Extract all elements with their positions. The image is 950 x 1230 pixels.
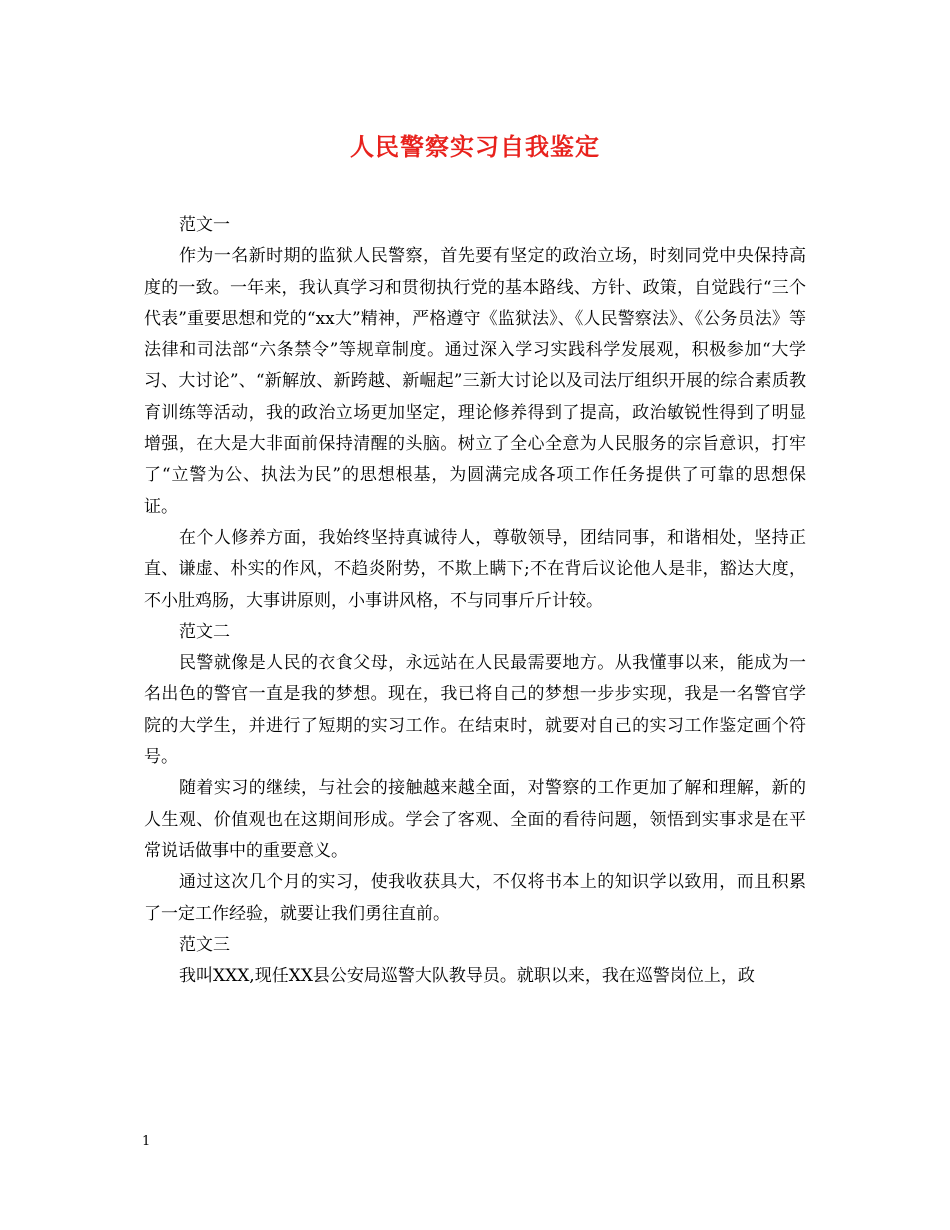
paragraph: 在个人修养方面，我始终坚持真诚待人，尊敬领导，团结同事，和谐相处，坚持正直、谦虚、朴实的作风，不趋炎附势，不欺上瞒下;不在背后议论他人是非，豁达大度，不小肚鸡肠，大事讲原则，小事讲风格，不与同事斤斤计较。 <box>144 527 806 611</box>
section-heading: 范文二 <box>179 621 230 642</box>
document-body <box>144 210 806 992</box>
paragraph: 通过这次几个月的实习，使我收获具大，不仅将书本上的知识学以致用，而且积累了一定工作经验，就要让我们勇往直前。 <box>144 872 806 924</box>
paragraph: 我叫XXX,现任XX县公安局巡警大队教导员。就职以来，我在巡警岗位上，政 <box>179 966 755 987</box>
paragraph: 民警就像是人民的衣食父母，永远站在人民最需要地方。从我懂事以来，能成为一名出色的警官一直是我的梦想。现在，我已将自己的梦想一步步实现，我是一名警官学院的大学生，并进行了短期的实习工作。在结束时，就要对自己的实习工作鉴定画个符号。 <box>144 653 806 768</box>
paragraph: 随着实习的继续，与社会的接触越来越全面，对警察的工作更加了解和理解，新的人生观、价值观也在这期间形成。学会了客观、全面的看待问题，领悟到实事求是在平常说话做事中的重要意义。 <box>144 778 806 861</box>
section-heading: 范文一 <box>179 215 230 235</box>
paragraph: 作为一名新时期的监狱人民警察，首先要有坚定的政治立场，时刻同党中央保持高度的一致。一年来，我认真学习和贯彻执行党的基本路线、方针、政策，自觉践行“三个代表”重要思想和党的“xx大”精神，严格遵守《监狱法》、《人民警察法》、《公务员法》等法律和司法部“六条禁令”等规章制度。通过深入学习实践科学发展观，积极参加“大学习、大讨论”、“新解放、新跨越、新崛起”三新大讨论以及司法厅组织开展的综合素质教育训练等活动，我的政治立场更加坚定，理论修养得到了提高，政治敏锐性得到了明显增强，在大是大非面前保持清醒的头脑。树立了全心全意为人民服务的宗旨意识，打牢了“立警为公、执法为民”的思想根基，为圆满完成各项工作任务提供了可靠的思想保证。 <box>144 246 806 517</box>
section-heading: 范文三 <box>179 934 230 955</box>
page-number: 1 <box>142 1134 151 1149</box>
document-title: 人民警察实习自我鉴定 <box>350 132 600 161</box>
